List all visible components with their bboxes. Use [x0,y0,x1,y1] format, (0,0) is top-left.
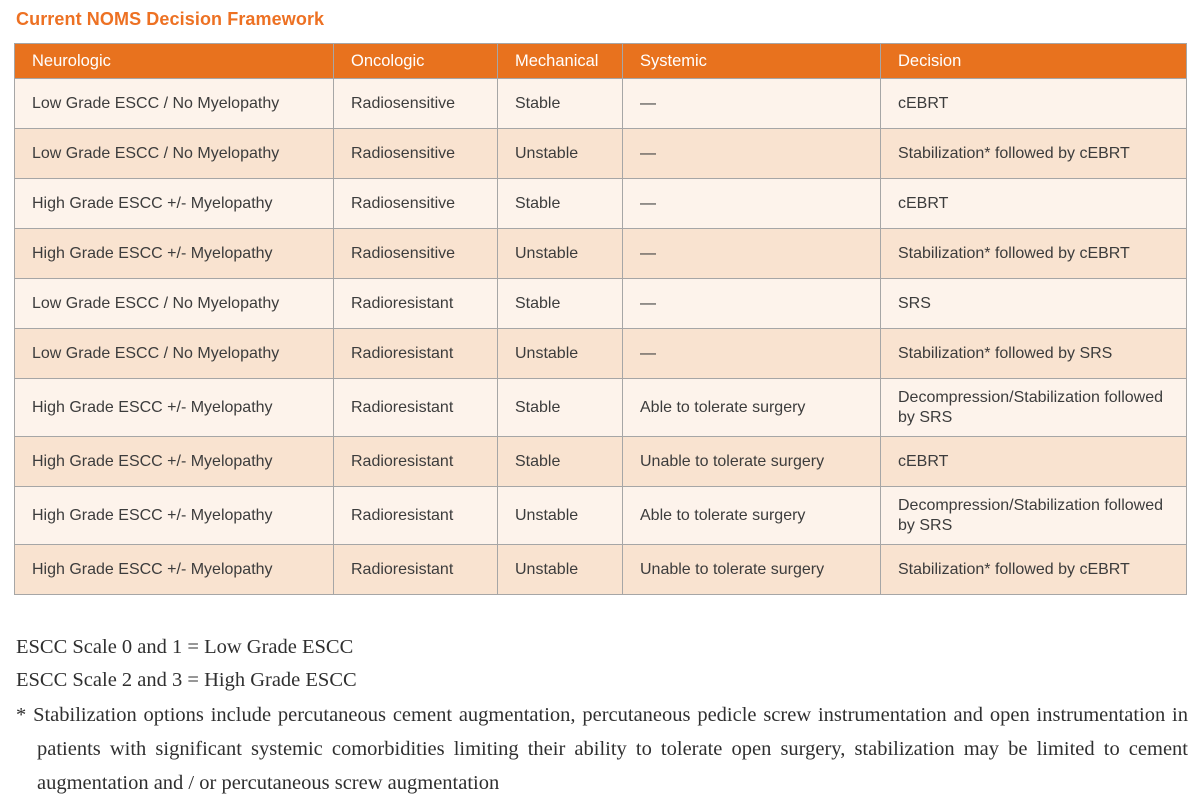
cell-mechanical: Stable [498,437,623,487]
table-row [15,179,1187,229]
cell-decision: SRS [881,279,1187,329]
cell-systemic: Able to tolerate surgery [623,487,881,545]
cell-oncologic: Radiosensitive [334,179,498,229]
cell-systemic: — [623,279,881,329]
cell-neurologic: Low Grade ESCC / No Myelopathy [15,129,334,179]
cell-neurologic: High Grade ESCC +/- Myelopathy [15,437,334,487]
cell-decision: cEBRT [881,437,1187,487]
table-row [15,379,1187,437]
cell-neurologic: High Grade ESCC +/- Myelopathy [15,487,334,545]
column-header-decision: Decision [881,44,1187,79]
cell-systemic: — [623,129,881,179]
cell-mechanical: Stable [498,179,623,229]
cell-decision: Decompression/Stabilization followed by SRS [881,487,1187,545]
cell-mechanical: Unstable [498,545,623,595]
cell-systemic: Unable to tolerate surgery [623,545,881,595]
noms-decision-table [14,43,1187,595]
cell-decision: Stabilization* followed by cEBRT [881,229,1187,279]
cell-decision: Stabilization* followed by cEBRT [881,545,1187,595]
table-row [15,129,1187,179]
cell-neurologic: High Grade ESCC +/- Myelopathy [15,379,334,437]
table-row [15,279,1187,329]
cell-decision: Decompression/Stabilization followed by SRS [881,379,1187,437]
cell-mechanical: Unstable [498,487,623,545]
cell-decision: cEBRT [881,179,1187,229]
column-header-oncologic: Oncologic [334,44,498,79]
cell-decision: Stabilization* followed by cEBRT [881,129,1187,179]
footnotes [16,631,1188,800]
table-row [15,79,1187,129]
cell-oncologic: Radioresistant [334,329,498,379]
cell-systemic: — [623,229,881,279]
stabilization-footnote: * Stabilization options include percutaneous cement augmentation, percutaneous pedicle screw instrumentation and open instrumentation in patients with significant systemic comorbidities limiting their ability to tolerate open surgery, stabilization may be limited to cement augmentation and / or percutaneous screw augmentation [16,704,1188,794]
cell-neurologic: Low Grade ESCC / No Myelopathy [15,329,334,379]
table-row [15,487,1187,545]
cell-oncologic: Radioresistant [334,279,498,329]
cell-neurologic: High Grade ESCC +/- Myelopathy [15,179,334,229]
cell-oncologic: Radioresistant [334,437,498,487]
cell-decision: Stabilization* followed by SRS [881,329,1187,379]
table-header-row [15,44,1187,79]
cell-mechanical: Unstable [498,229,623,279]
cell-systemic: Able to tolerate surgery [623,379,881,437]
cell-systemic: — [623,329,881,379]
cell-oncologic: Radiosensitive [334,229,498,279]
cell-oncologic: Radioresistant [334,379,498,437]
column-header-mechanical: Mechanical [498,44,623,79]
page-title: Current NOMS Decision Framework [16,9,325,29]
escc-high-grade-note: ESCC Scale 2 and 3 = High Grade ESCC [16,669,357,691]
cell-oncologic: Radioresistant [334,545,498,595]
cell-neurologic: Low Grade ESCC / No Myelopathy [15,79,334,129]
cell-mechanical: Stable [498,79,623,129]
escc-low-grade-note: ESCC Scale 0 and 1 = Low Grade ESCC [16,636,354,658]
cell-mechanical: Unstable [498,329,623,379]
cell-decision: cEBRT [881,79,1187,129]
table-body [15,79,1187,595]
cell-oncologic: Radiosensitive [334,79,498,129]
cell-oncologic: Radiosensitive [334,129,498,179]
table-row [15,545,1187,595]
cell-mechanical: Unstable [498,129,623,179]
cell-neurologic: High Grade ESCC +/- Myelopathy [15,229,334,279]
cell-systemic: Unable to tolerate surgery [623,437,881,487]
cell-oncologic: Radioresistant [334,487,498,545]
cell-systemic: — [623,179,881,229]
cell-mechanical: Stable [498,379,623,437]
column-header-systemic: Systemic [623,44,881,79]
cell-mechanical: Stable [498,279,623,329]
table-row [15,229,1187,279]
cell-neurologic: High Grade ESCC +/- Myelopathy [15,545,334,595]
cell-neurologic: Low Grade ESCC / No Myelopathy [15,279,334,329]
table-row [15,437,1187,487]
table-row [15,329,1187,379]
cell-systemic: — [623,79,881,129]
column-header-neurologic: Neurologic [15,44,334,79]
